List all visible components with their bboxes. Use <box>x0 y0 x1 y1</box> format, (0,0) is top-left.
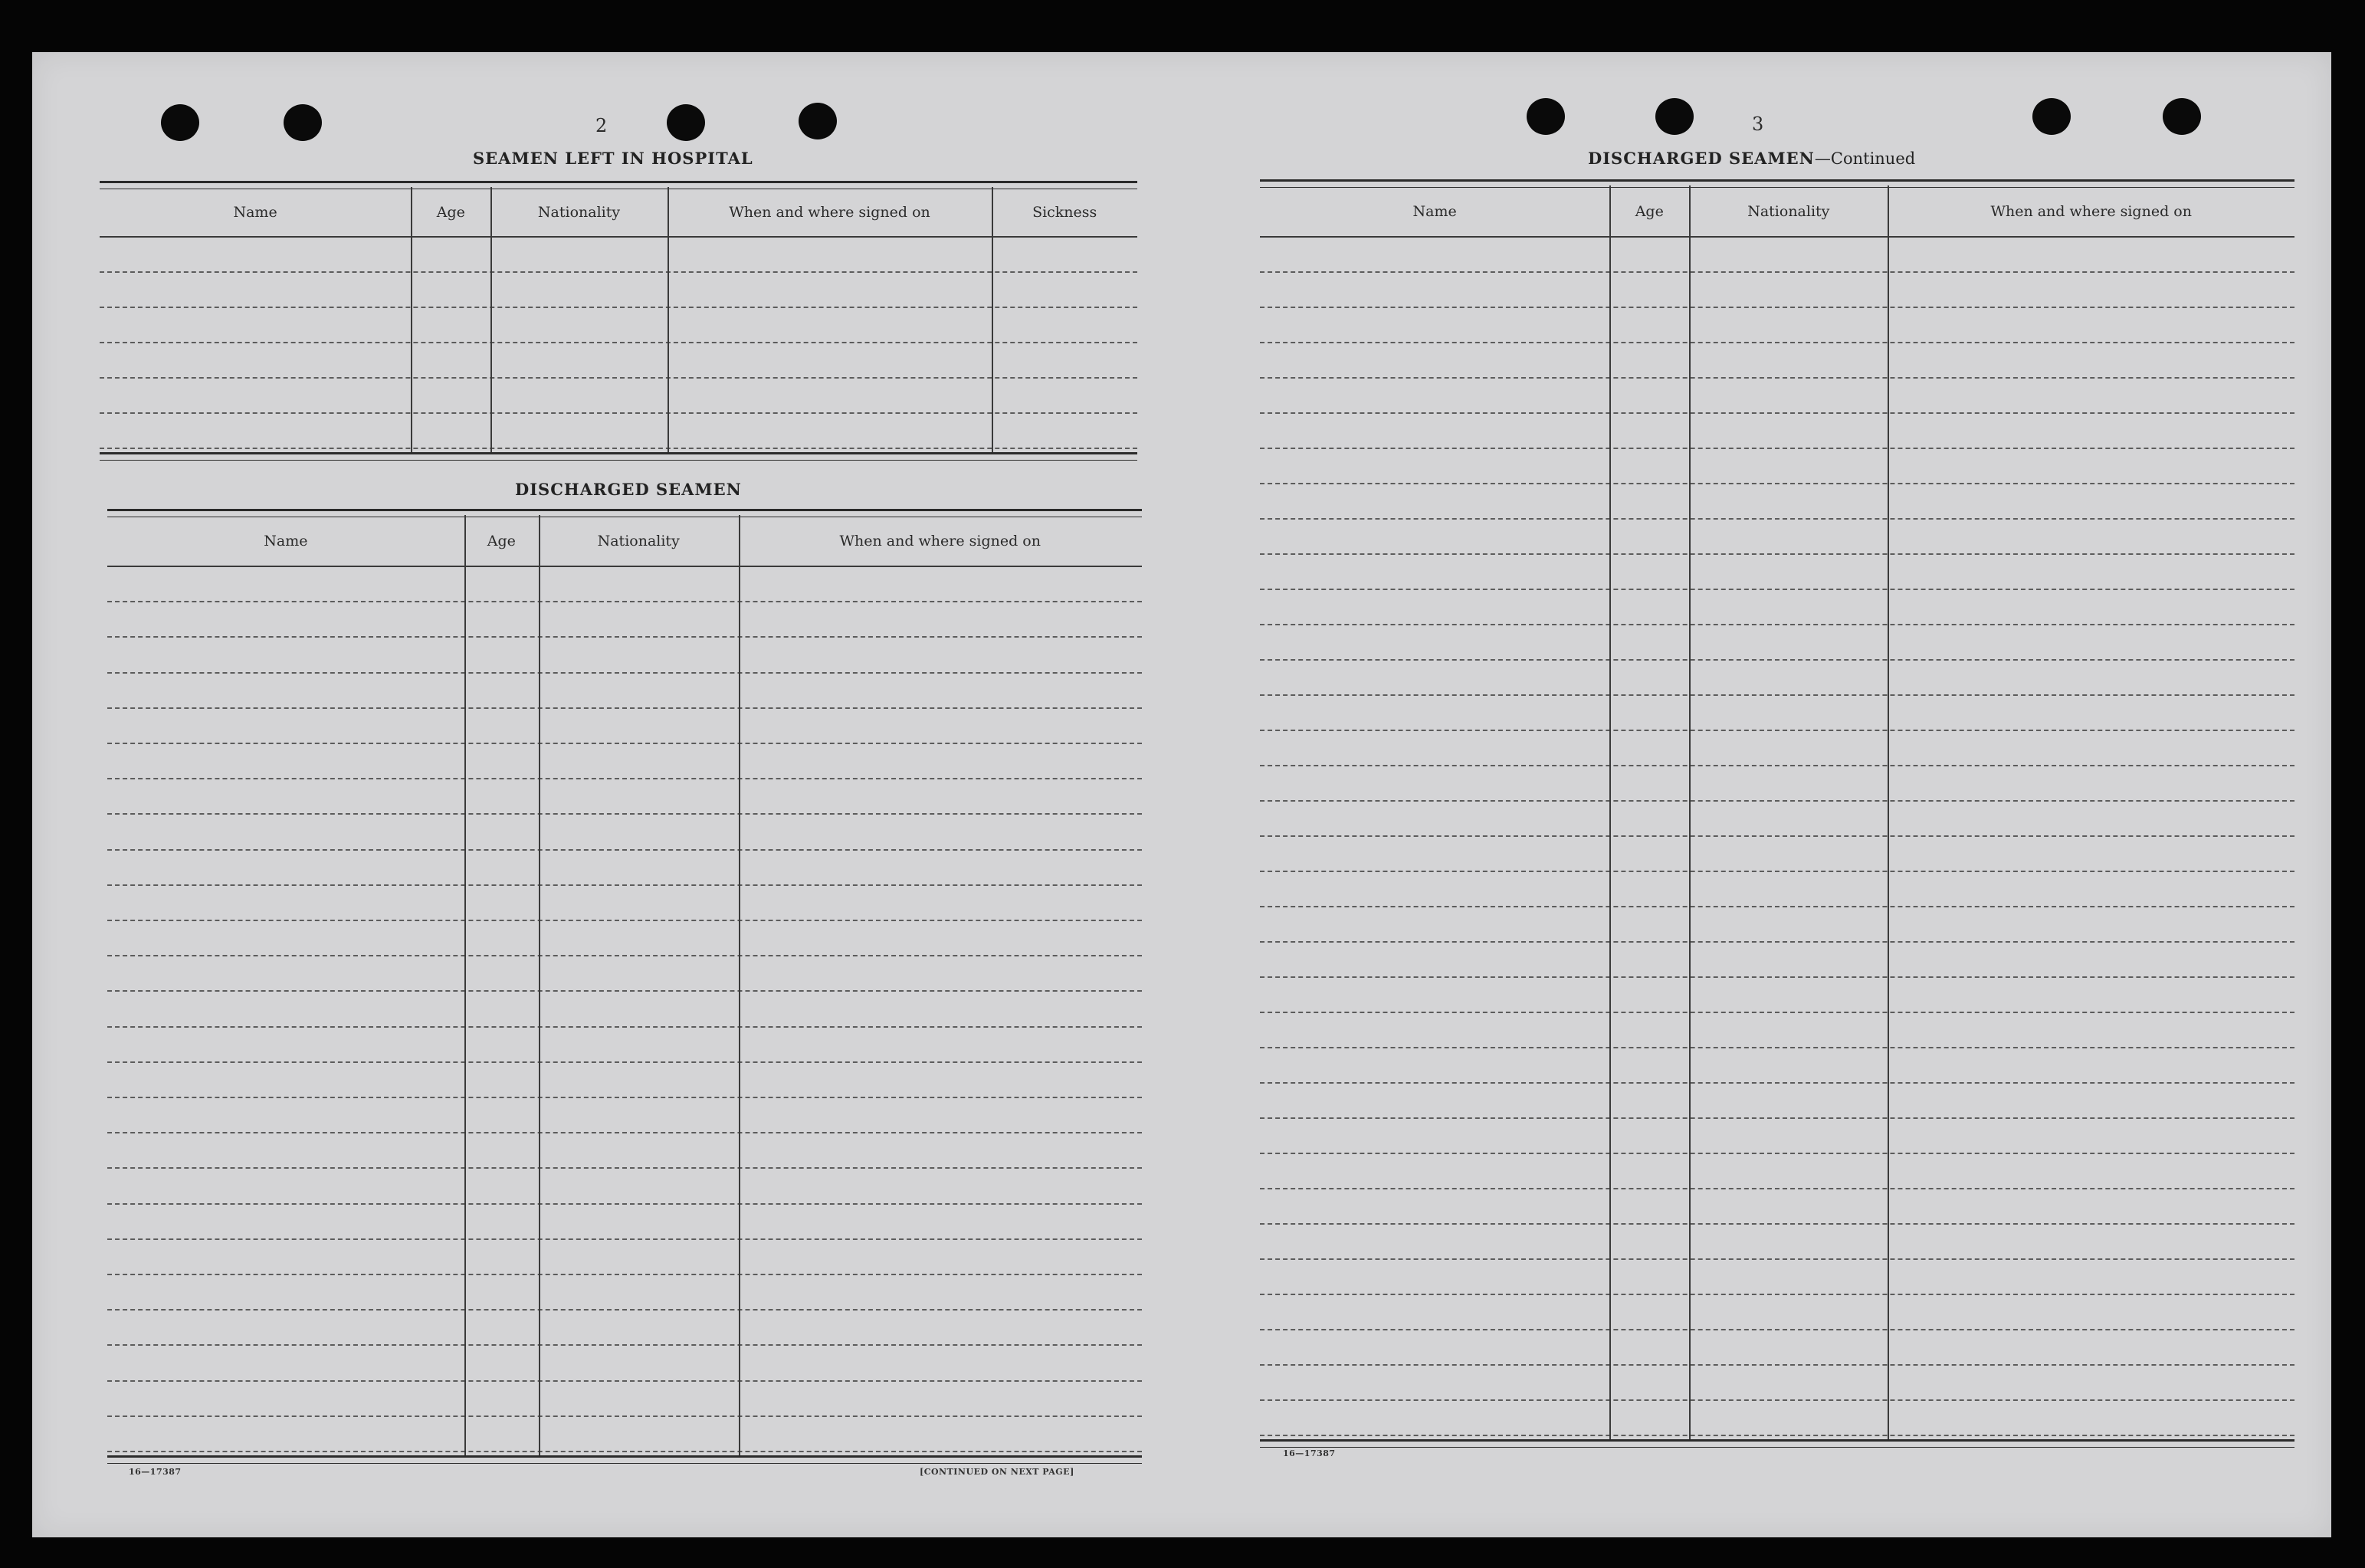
table-row-line[interactable] <box>1260 871 2294 872</box>
form-sheet <box>32 52 2331 1537</box>
column-divider <box>490 187 492 452</box>
table-row-line[interactable] <box>1260 659 2294 661</box>
column-header-when-and-where-signed-on: When and where signed on <box>1990 203 2192 220</box>
column-divider <box>1609 185 1611 1439</box>
punch-hole <box>799 103 837 139</box>
table-row-line[interactable] <box>1260 1082 2294 1084</box>
table-row-line[interactable] <box>1260 1258 2294 1260</box>
table-row-line[interactable] <box>100 342 1137 343</box>
title-main: DISCHARGED SEAMEN <box>1588 149 1815 168</box>
column-divider <box>1888 185 1889 1439</box>
table-row-line[interactable] <box>1260 589 2294 590</box>
column-header-when-and-where-signed-on: When and where signed on <box>729 204 930 221</box>
table-row-line[interactable] <box>107 672 1142 674</box>
table-row-line[interactable] <box>107 1203 1142 1205</box>
punch-hole <box>1527 98 1565 135</box>
table-row-line[interactable] <box>1260 1047 2294 1048</box>
table-row-line[interactable] <box>1260 694 2294 696</box>
form-number-left: 16—17387 <box>129 1467 182 1477</box>
column-divider <box>464 515 466 1455</box>
table-row-line[interactable] <box>1260 1188 2294 1189</box>
table-row-line[interactable] <box>107 955 1142 956</box>
punch-hole <box>161 104 199 141</box>
column-divider <box>539 515 540 1455</box>
column-divider <box>668 187 669 452</box>
table-row-line[interactable] <box>107 1132 1142 1133</box>
table-row-line[interactable] <box>107 920 1142 921</box>
table-row-line[interactable] <box>1260 1012 2294 1013</box>
column-header-nationality: Nationality <box>597 533 680 549</box>
table-row-line[interactable] <box>1260 730 2294 731</box>
table-row-line[interactable] <box>1260 1294 2294 1295</box>
table-row-line[interactable] <box>1260 483 2294 484</box>
table-row-line[interactable] <box>107 1344 1142 1346</box>
form-number-right: 16—17387 <box>1283 1448 1336 1458</box>
table-row-line[interactable] <box>1260 800 2294 802</box>
table-row-line[interactable] <box>1260 765 2294 766</box>
table-row-line[interactable] <box>100 377 1137 379</box>
table-row-line[interactable] <box>107 1309 1142 1310</box>
table-header-row <box>100 189 1137 236</box>
table-row-line[interactable] <box>1260 835 2294 837</box>
table-row-line[interactable] <box>1260 412 2294 414</box>
hospital-table <box>100 181 1137 510</box>
table-row-line[interactable] <box>1260 906 2294 907</box>
table-row-line[interactable] <box>107 884 1142 886</box>
table-row-line[interactable] <box>107 1415 1142 1417</box>
page-number-left: 2 <box>595 115 608 136</box>
column-header-nationality: Nationality <box>537 204 621 221</box>
discharged-section-title: DISCHARGED SEAMEN <box>515 480 742 499</box>
table-row-line[interactable] <box>1260 1223 2294 1225</box>
table-row-line[interactable] <box>1260 271 2294 273</box>
column-divider <box>739 515 740 1455</box>
table-row-line[interactable] <box>107 849 1142 851</box>
table-row-line[interactable] <box>107 1451 1142 1452</box>
table-row-line[interactable] <box>100 307 1137 308</box>
punch-hole <box>2163 98 2201 135</box>
punch-hole <box>1655 98 1694 135</box>
column-header-when-and-where-signed-on: When and where signed on <box>839 533 1041 549</box>
punch-hole <box>2032 98 2071 135</box>
table-row-line[interactable] <box>100 271 1137 273</box>
table-row-line[interactable] <box>107 1380 1142 1382</box>
table-row-line[interactable] <box>1260 1329 2294 1330</box>
table-row-line[interactable] <box>1260 1117 2294 1119</box>
table-row-line[interactable] <box>107 1167 1142 1169</box>
column-header-age: Age <box>487 533 516 549</box>
table-row-line[interactable] <box>107 601 1142 602</box>
column-divider <box>411 187 412 452</box>
column-header-name: Name <box>233 204 277 221</box>
column-header-sickness: Sickness <box>1032 204 1097 221</box>
table-bottom-rule <box>1260 1439 2294 1448</box>
header-divider <box>1260 236 2294 238</box>
table-row-line[interactable] <box>107 1274 1142 1275</box>
table-row-line[interactable] <box>1260 1153 2294 1154</box>
discharged-continued-title <box>1588 149 1915 168</box>
column-header-nationality: Nationality <box>1747 203 1830 220</box>
table-row-line[interactable] <box>107 813 1142 815</box>
title-continued: —Continued <box>1814 149 1916 168</box>
table-row-line[interactable] <box>1260 307 2294 308</box>
table-row-line[interactable] <box>107 1026 1142 1028</box>
table-row-line[interactable] <box>1260 518 2294 520</box>
table-row-line[interactable] <box>100 412 1137 414</box>
table-bottom-rule <box>107 1455 1142 1464</box>
header-divider <box>100 236 1137 238</box>
column-header-age: Age <box>436 204 465 221</box>
table-row-line[interactable] <box>1260 342 2294 343</box>
table-row-line[interactable] <box>107 743 1142 744</box>
table-row-line[interactable] <box>1260 941 2294 943</box>
hospital-section-title: SEAMEN LEFT IN HOSPITAL <box>473 149 753 168</box>
table-header-row <box>107 517 1142 566</box>
table-row-line[interactable] <box>1260 553 2294 555</box>
continued-note: [CONTINUED ON NEXT PAGE] <box>920 1467 1074 1477</box>
column-divider <box>992 187 993 452</box>
column-header-age: Age <box>1635 203 1664 220</box>
table-row-line[interactable] <box>100 448 1137 449</box>
table-row-line[interactable] <box>107 636 1142 638</box>
table-row-line[interactable] <box>107 990 1142 992</box>
table-header-row <box>1260 187 2294 236</box>
table-row-line[interactable] <box>107 707 1142 709</box>
discharged-table-right <box>1260 179 2294 1491</box>
column-header-name: Name <box>1412 203 1457 220</box>
punch-hole <box>284 104 322 141</box>
table-row-line[interactable] <box>107 1097 1142 1098</box>
page-number-right: 3 <box>1752 113 1764 135</box>
table-row-line[interactable] <box>107 778 1142 779</box>
table-row-line[interactable] <box>1260 1364 2294 1366</box>
discharged-table-left <box>107 509 1142 1514</box>
punch-hole <box>667 104 705 141</box>
table-row-line[interactable] <box>1260 1435 2294 1436</box>
column-divider <box>1689 185 1691 1439</box>
table-row-line[interactable] <box>1260 624 2294 625</box>
table-bottom-rule <box>100 452 1137 461</box>
table-row-line[interactable] <box>1260 448 2294 449</box>
table-row-line[interactable] <box>1260 976 2294 978</box>
table-row-line[interactable] <box>107 1061 1142 1063</box>
column-header-name: Name <box>264 533 308 549</box>
table-row-line[interactable] <box>1260 1399 2294 1401</box>
table-row-line[interactable] <box>107 1238 1142 1240</box>
table-row-line[interactable] <box>1260 377 2294 379</box>
header-divider <box>107 566 1142 567</box>
